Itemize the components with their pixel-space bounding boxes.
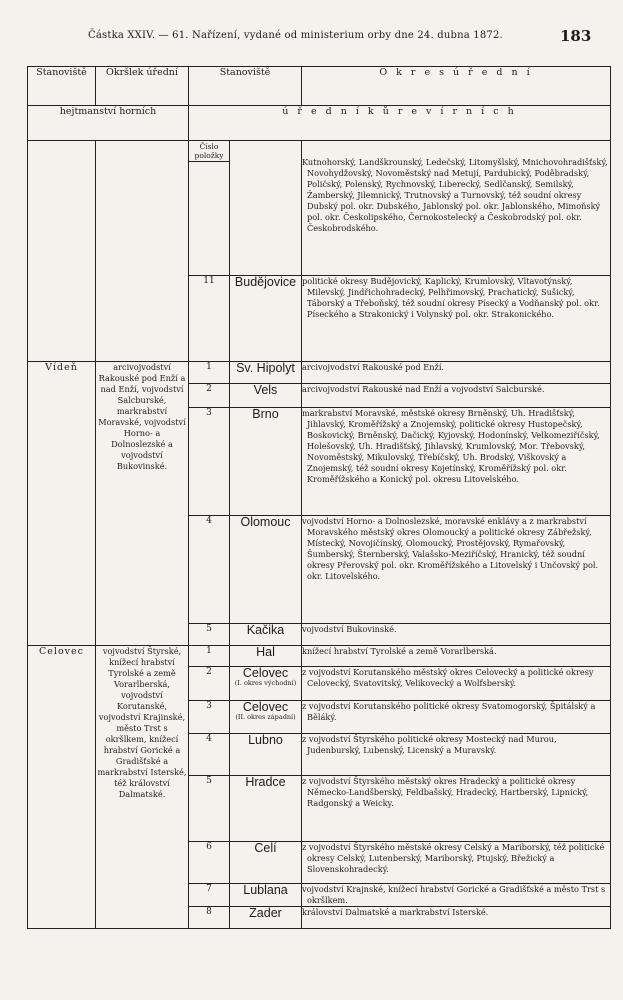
cislo-cell: [189, 141, 230, 276]
district-description: vojvodství Štyrské, knížecí hrabství Tyrolské a země Vorarlberská, vojvodství Korutanské, vojvodství Krajinské, město Trst s okršlkem, knížecí hrabství Gorické a Gradišťské a markrabství Isterské, též království Dalmatské.: [96, 646, 189, 929]
seat-name: Celovec: [28, 646, 96, 929]
row-number: 5: [189, 776, 230, 842]
station-name: [230, 776, 302, 842]
district-text: politické okresy Budějovický, Kaplický, Krumlovský, Vltavotýnský, Milevský, Jindřichohradecký, Pelhřimovský, Prachatický, Sušický, Táborský a Třeboňský, též soudní okresy Písecký a Vodňanský pol. okr. Píseckého a Strakonický i Volynský pol. okr. Strakonického.: [302, 276, 611, 362]
row-number: 4: [189, 734, 230, 776]
station-label: Hal: [256, 645, 275, 659]
station-name: [230, 701, 302, 734]
station-label: Celovec: [242, 700, 289, 714]
table-row: [28, 646, 611, 667]
district-text: vojvodství Horno- a Dolnoslezské, moravské enklávy a z markrabství Moravského městský okres Olomoucký a politické okresy Zábřežský, Místecký, Novojičínský, Olomoucký, Prostějovský, Rymařovský, Šumberský, Šternberský, Valašsko-Meziříčský, Hranický, též soudní okresy Přerovský pol. okr. Kroměřížského a Litovelský i Unčovský pol. okr. Litovelského.: [302, 516, 611, 624]
station-name: [230, 646, 302, 667]
seat-name: Vídeň: [28, 362, 96, 646]
district-text: arcivojvodství Rakouské pod Enží.: [302, 362, 611, 384]
district-description: arcivojvodství Rakouské pod Enží a nad Enží, vojvodství Salcburské, markrabství Moravské, vojvodství Horno- a Dolnoslezské a vojvodství Bukovinské.: [96, 362, 189, 646]
district-text: vojvodství Bukovinské.: [302, 624, 611, 646]
station-name: [230, 734, 302, 776]
district-cell-empty: [96, 141, 189, 276]
district-text: z vojvodství Štyrského městské okresy Celský a Mariborský, též politické okresy Celský, Lutenberský, Mariborský, Ptujský, Břežický a Slovenskohradecký.: [302, 842, 611, 884]
station-name: [230, 384, 302, 408]
district-text: arcivojvodství Rakouské nad Enží a vojvodství Salcburské.: [302, 384, 611, 408]
page-number: 183: [560, 27, 592, 45]
col-head-okrslek: Okršlek úřední: [96, 67, 189, 106]
station-label: Lubno: [248, 733, 283, 747]
station-label: Brno: [252, 407, 279, 421]
continued-district-text: Kutnohorský, Landškrounský, Ledečský, Litomyšlský, Mnichovohradišťský, Novohydžovský, Novoměstský nad Metují, Pardubický, Poděbradský, Poličský, Polenský, Rychnovský, Liberecký, Sedlčanský, Semilský, Žamberský, Jilemnický, Trutnovský a Turnovský, též soudní okresy Dubský pol. okr. Dubského, Jablonský pol. okr. Jablonského, Mimoňský pol. okr. Českolipského, Černokostelecký a Českobrodský pol. okr. Českobrodského.: [302, 141, 611, 276]
station-label: Olomouc: [240, 515, 291, 529]
row-number: 1: [189, 362, 230, 384]
station-name: [230, 624, 302, 646]
table-row: [28, 362, 611, 384]
station-cell-empty: [230, 141, 302, 276]
district-text: z vojvodství Korutanského politické okresy Svatomogorský, Špitálský a Běláký.: [302, 701, 611, 734]
district-text: z vojvodství Štyrského politické okresy Mostecký nad Murou, Judenburský, Lubenský, Licenský a Muravský.: [302, 734, 611, 776]
row-number: 1: [189, 646, 230, 667]
row-number: 5: [189, 624, 230, 646]
row-number: 4: [189, 516, 230, 624]
row-number: 3: [189, 701, 230, 734]
col-head-okres: O k r e s ú ř e d n í: [302, 67, 611, 106]
station-sub-label: (II. okres západní): [235, 713, 296, 722]
district-text: z vojvodství Korutanského městský okres Celovecký a politické okresy Celovecký, Svatovitský, Velikovecký a Wolfsberský.: [302, 667, 611, 701]
district-text: z vojvodství Štyrského městský okres Hradecký a politické okresy Německo-Landšberský, Feldbašský, Hradecký, Hartberský, Lipnický, Radgonský a Weicky.: [302, 776, 611, 842]
station-label: Hradce: [245, 775, 286, 789]
col-head-stanoviste-left: Stanoviště: [28, 67, 96, 106]
district-text: knížecí hrabství Tyrolské a země Vorarlberská.: [302, 646, 611, 667]
col-head-stanoviste-right: Stanoviště: [189, 67, 302, 106]
station-name: [230, 408, 302, 516]
station-sub-label: (I. okres východní): [234, 679, 297, 688]
row-number: 3: [189, 408, 230, 516]
district-text: markrabství Moravské, městské okresy Brněnský, Uh. Hradišťský, Jihlavský, Kroměřížský a Znojemský, politické okresy Hustopečský, Boskovický, Brněnský, Dačický, Kyjovský, Hodonínský, Velkomeziříčský, Holešovský, Uh. Hradišťský, Jihlavský, Krumlovský, Mor. Třebovský, Novoměstský, Mikulovský, Třebíčský, Uh. Brodský, Viškovský a Znojemský, též soudní okresy Kojetínský, Kroměřížský pol. okr. Kroměřížského a Konický pol. okresu Litovelského.: [302, 408, 611, 516]
station-label: Lublana: [243, 883, 288, 897]
station-name: [230, 842, 302, 884]
station-label: Zader: [249, 906, 282, 920]
seat-cell-empty: [28, 141, 96, 276]
row-number: 2: [189, 667, 230, 701]
station-label: Celí: [254, 841, 277, 855]
row-number: 6: [189, 842, 230, 884]
col-head-uredniku: ú ř e d n í k ů r e v í r n í c h: [189, 106, 611, 141]
cislo-polozky-label: Číslo položky: [189, 141, 229, 162]
station-name: [230, 667, 302, 701]
station-name: [230, 884, 302, 907]
station-label: Kačika: [246, 623, 285, 637]
running-title: Částka XXIV. — 61. Nařízení, vydané od ministerium orby dne 24. dubna 1872.: [88, 30, 503, 41]
row-number: 8: [189, 907, 230, 929]
col-head-hejtmanstvi: hejtmanství horních: [28, 106, 189, 141]
station-label: Celovec: [242, 666, 289, 680]
district-table: [27, 66, 611, 929]
station-name: [230, 516, 302, 624]
row-number: 11: [189, 276, 230, 362]
station-name: [230, 362, 302, 384]
station-label: Sv. Hipolyt: [236, 361, 295, 375]
row-number: 2: [189, 384, 230, 408]
district-text: království Dalmatské a markrabství Isterské.: [302, 907, 611, 929]
station-name: [230, 907, 302, 929]
row-number: 7: [189, 884, 230, 907]
district-text: vojvodství Krajnské, knížecí hrabství Gorické a Gradišťské a město Trst s okršlkem.: [302, 884, 611, 907]
station-name: Budějovice: [230, 276, 302, 362]
station-label: Vels: [253, 383, 278, 397]
